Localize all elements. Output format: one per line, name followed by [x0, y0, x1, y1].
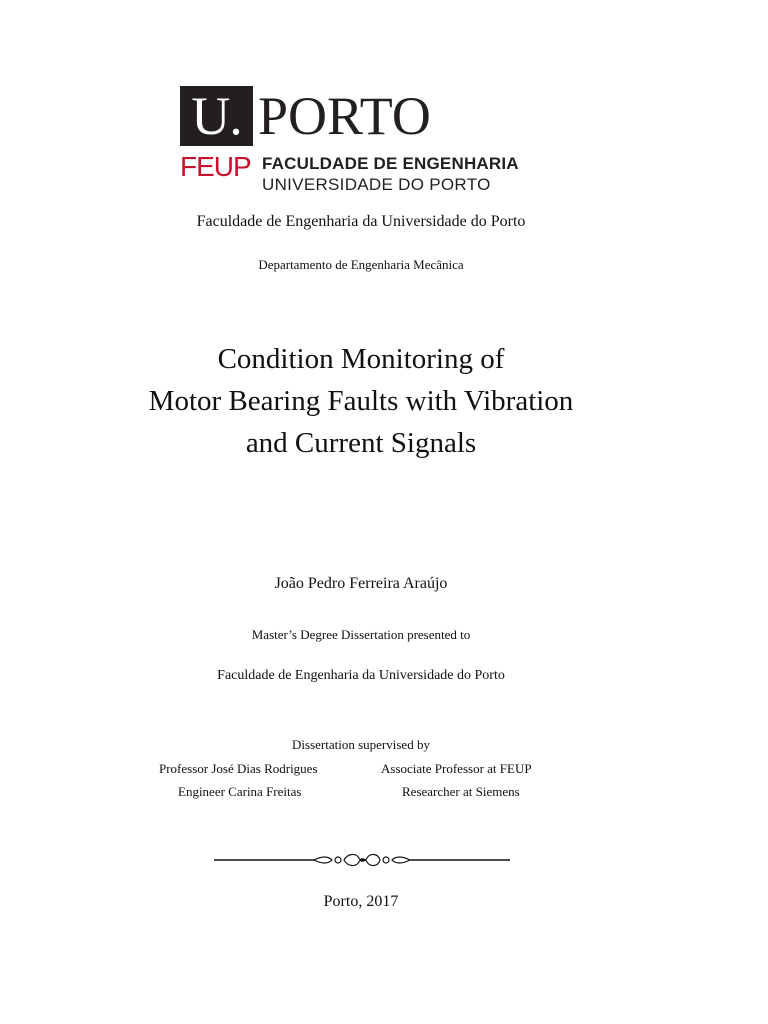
logo-u-mark: U. — [180, 86, 253, 146]
logo-feup-text: FEUP — [180, 151, 251, 182]
logo-faculty-text: FACULDADE DE ENGENHARIA — [262, 154, 519, 173]
author-name: João Pedro Ferreira Araújo — [274, 575, 448, 592]
dissertation-title — [0, 338, 722, 464]
title-line-1: Condition Monitoring of — [217, 343, 505, 375]
co-supervisor-name: Engineer Carina Freitas — [178, 784, 302, 799]
supervision-heading: Dissertation supervised by — [292, 737, 430, 752]
presented-to-faculty: Faculdade de Engenharia da Universidade do Porto — [217, 668, 505, 683]
title-line-2: Motor Bearing Faults with Vibration — [148, 385, 574, 417]
co-supervisor-role: Researcher at Siemens — [402, 784, 520, 799]
supervisor-name: Professor José Dias Rodrigues — [159, 761, 318, 776]
degree-statement: Master’s Degree Dissertation presented to — [251, 627, 471, 642]
ornament-divider — [214, 850, 510, 870]
title-line-3: and Current Signals — [245, 427, 477, 459]
logo-porto-text: PORTO — [258, 86, 431, 146]
supervisor-role: Associate Professor at FEUP — [381, 761, 532, 776]
faculty-name: Faculdade de Engenharia da Universidade do Porto — [196, 213, 526, 230]
place-and-year: Porto, 2017 — [323, 893, 399, 910]
department-name: Departamento de Engenharia Mecânica — [258, 257, 464, 272]
logo-university-text: UNIVERSIDADE DO PORTO — [262, 175, 491, 194]
uporto-feup-logo — [180, 86, 550, 196]
